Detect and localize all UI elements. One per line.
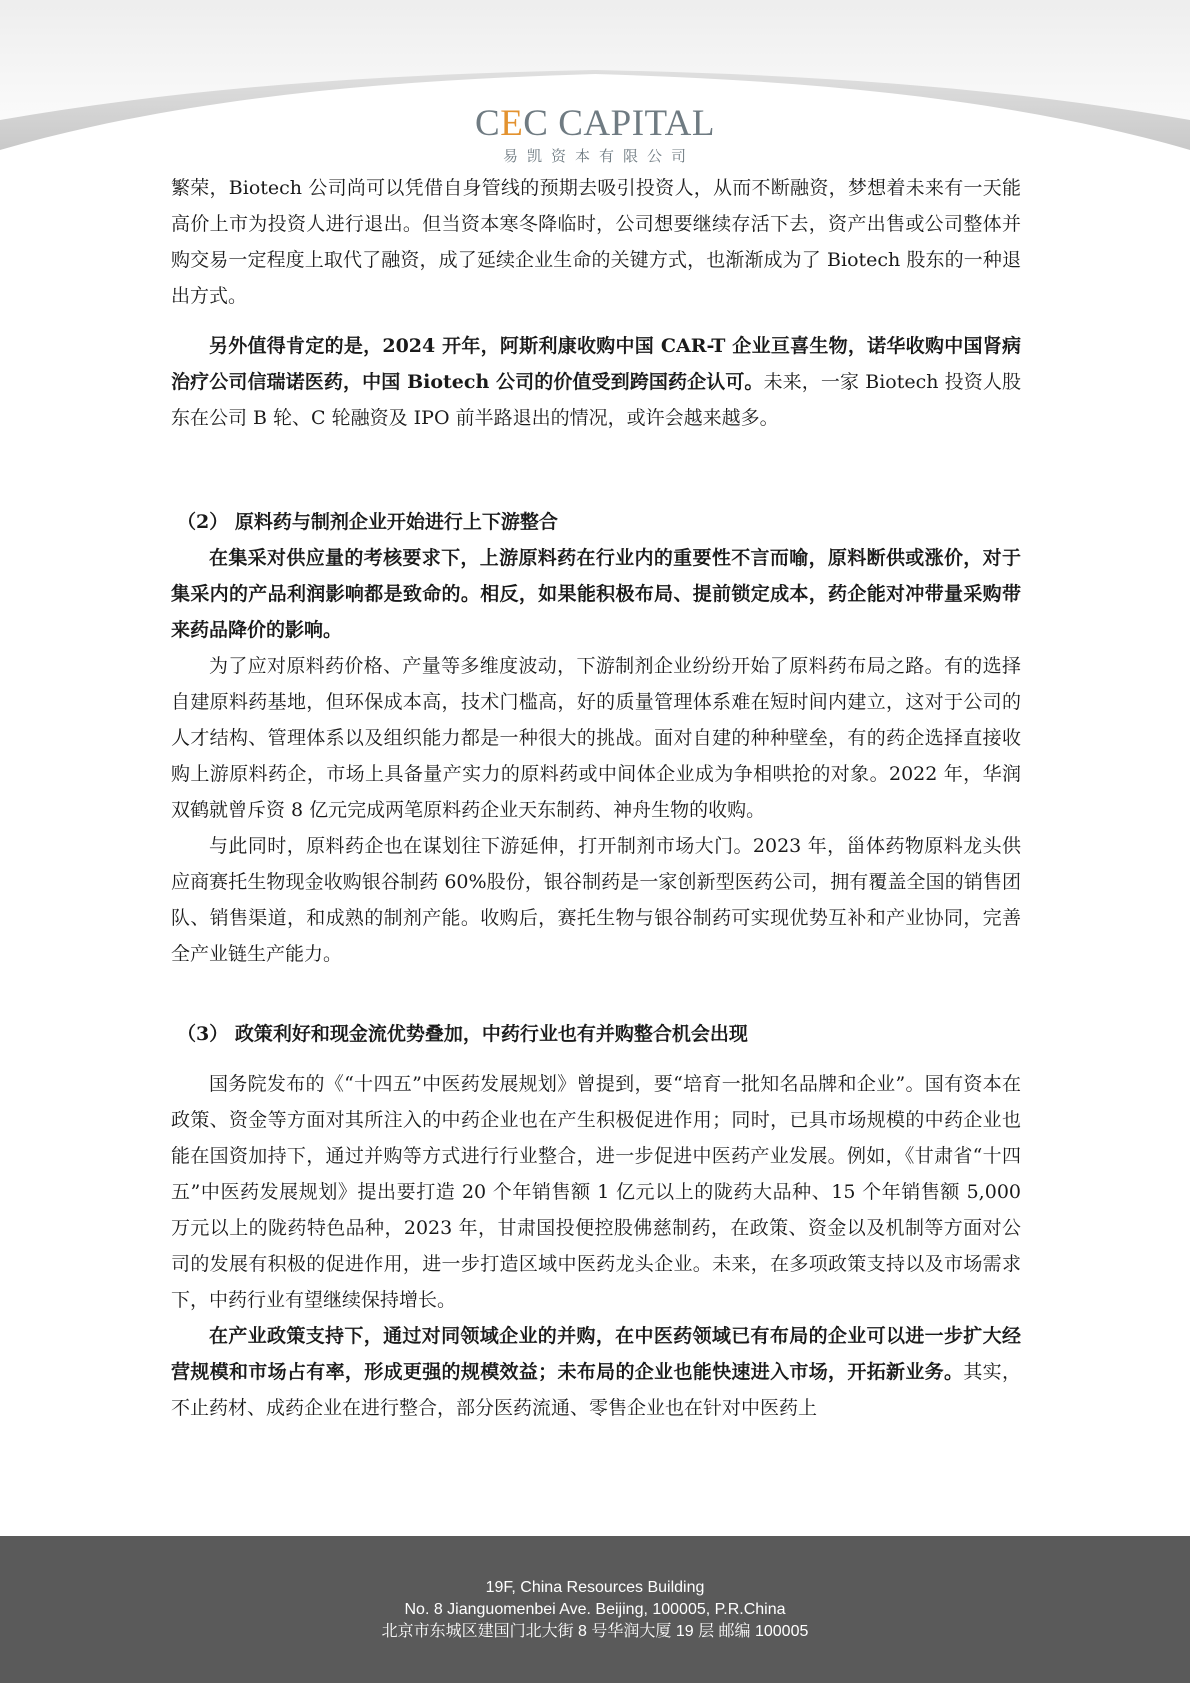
logo-subtitle: 易凯资本有限公司 [502, 147, 695, 165]
paragraph: 另外值得肯定的是，2024 开年，阿斯利康收购中国 CAR-T 企业亘喜生物，诺华收购中国肾病治疗公司信瑞诺医药，中国 Biotech 公司的价值受到跨国药企认可。未来，一家 Biotech 投资人股东在公司 B 轮、C 轮融资及 IPO 前半路退出的情况，或许会越来越多。 [171, 335, 1021, 429]
paragraph: 国务院发布的《“十四五”中医药发展规划》曾提到，要“培育一批知名品牌和企业”。国有资本在政策、资金等方面对其所注入的中药企业也在产生积极促进作用；同时，已具市场规模的中药企业也能在国资加持下，通过并购等方式进行行业整合，进一步促进中医药产业发展。例如，《甘肃省“十四五”中医药发展规划》提出要打造 20 个年销售额 1 亿元以上的陇药大品种、15 个年销售额 5,000 万元以上的陇药特色品种，2023 年，甘肃国投便控股佛慈制药，在政策、资金以及机制等方面对公司的发展有积极的促进作用，进一步打造区域中医药龙头企业。未来，在多项政策支持以及市场需求下，中药行业有望继续保持增长。 [171, 1073, 1021, 1311]
footer-address-line: 19F, China Resources Building [485, 1579, 705, 1596]
bold-text: 在集采对供应量的考核要求下，上游原料药在行业内的重要性不言而喻，原料断供或涨价，对于集采内的产品利润影响都是致命的。相反，如果能积极布局、提前锁定成本，药企能对冲带量采购带来药品降价的影响。 [171, 547, 1021, 641]
logo-wordmark: CEC CAPITAL [475, 103, 715, 144]
paragraph: 繁荣，Biotech 公司尚可以凭借自身管线的预期去吸引投资人，从而不断融资，梦想着未来有一天能高价上市为投资人进行退出。但当资本寒冬降临时，公司想要继续存活下去，资产出售或公司整体并购交易一定程度上取代了融资，成了延续企业生命的关键方式，也渐渐成为了 Biotech 股东的一种退出方式。 [171, 177, 1021, 307]
bold-text: 在产业政策支持下，通过对同领域企业的并购，在中医药领域已有布局的企业可以进一步扩大经营规模和市场占有率，形成更强的规模效益；未布局的企业也能快速进入市场，开拓新业务。 [171, 1325, 1021, 1383]
paragraph: 为了应对原料药价格、产量等多维度波动，下游制剂企业纷纷开始了原料药布局之路。有的选择自建原料药基地，但环保成本高，技术门槛高，好的质量管理体系难在短时间内建立，这对于公司的人才结构、管理体系以及组织能力都是一种很大的挑战。面对自建的种种壁垒，有的药企选择直接收购上游原料药企，市场上具备量产实力的原料药或中间体企业成为争相哄抢的对象。2022 年，华润双鹤就曾斥资 8 亿元完成两笔原料药企业天东制药、神舟生物的收购。 [171, 655, 1021, 821]
document-body [171, 170, 1021, 1426]
section-heading: （2） 原料药与制剂企业开始进行上下游整合 [177, 511, 558, 533]
paragraph [171, 540, 1021, 648]
footer-address-line: No. 8 Jianguomenbei Ave. Beijing, 100005, P.R.China [404, 1601, 786, 1618]
section-heading: （3） 政策利好和现金流优势叠加，中药行业也有并购整合机会出现 [177, 1023, 748, 1045]
footer-address-line: 北京市东城区建国门北大街 8 号华润大厦 19 层 邮编 100005 [381, 1623, 809, 1640]
paragraph: 与此同时，原料药企也在谋划往下游延伸，打开制剂市场大门。2023 年，甾体药物原料龙头供应商赛托生物现金收购银谷制药 60%股份，银谷制药是一家创新型医药公司，拥有覆盖全国的销售团队、销售渠道，和成熟的制剂产能。收购后，赛托生物与银谷制药可实现优势互补和产业协同，完善全产业链生产能力。 [171, 835, 1021, 965]
bold-text: 另外值得肯定的是，2024 开年，阿斯利康收购中国 CAR-T 企业亘喜生物，诺华收购中国肾病治疗公司信瑞诺医药，中国 Biotech 公司的价值受到跨国药企认可。 [171, 335, 1021, 393]
page-footer [0, 1536, 1190, 1683]
company-logo [0, 104, 1190, 166]
paragraph: 在产业政策支持下，通过对同领域企业的并购，在中医药领域已有布局的企业可以进一步扩大经营规模和市场占有率，形成更强的规模效益；未布局的企业也能快速进入市场，开拓新业务。其实，不止药材、成药企业在进行整合，部分医药流通、零售企业也在针对中医药上 [171, 1325, 1021, 1419]
